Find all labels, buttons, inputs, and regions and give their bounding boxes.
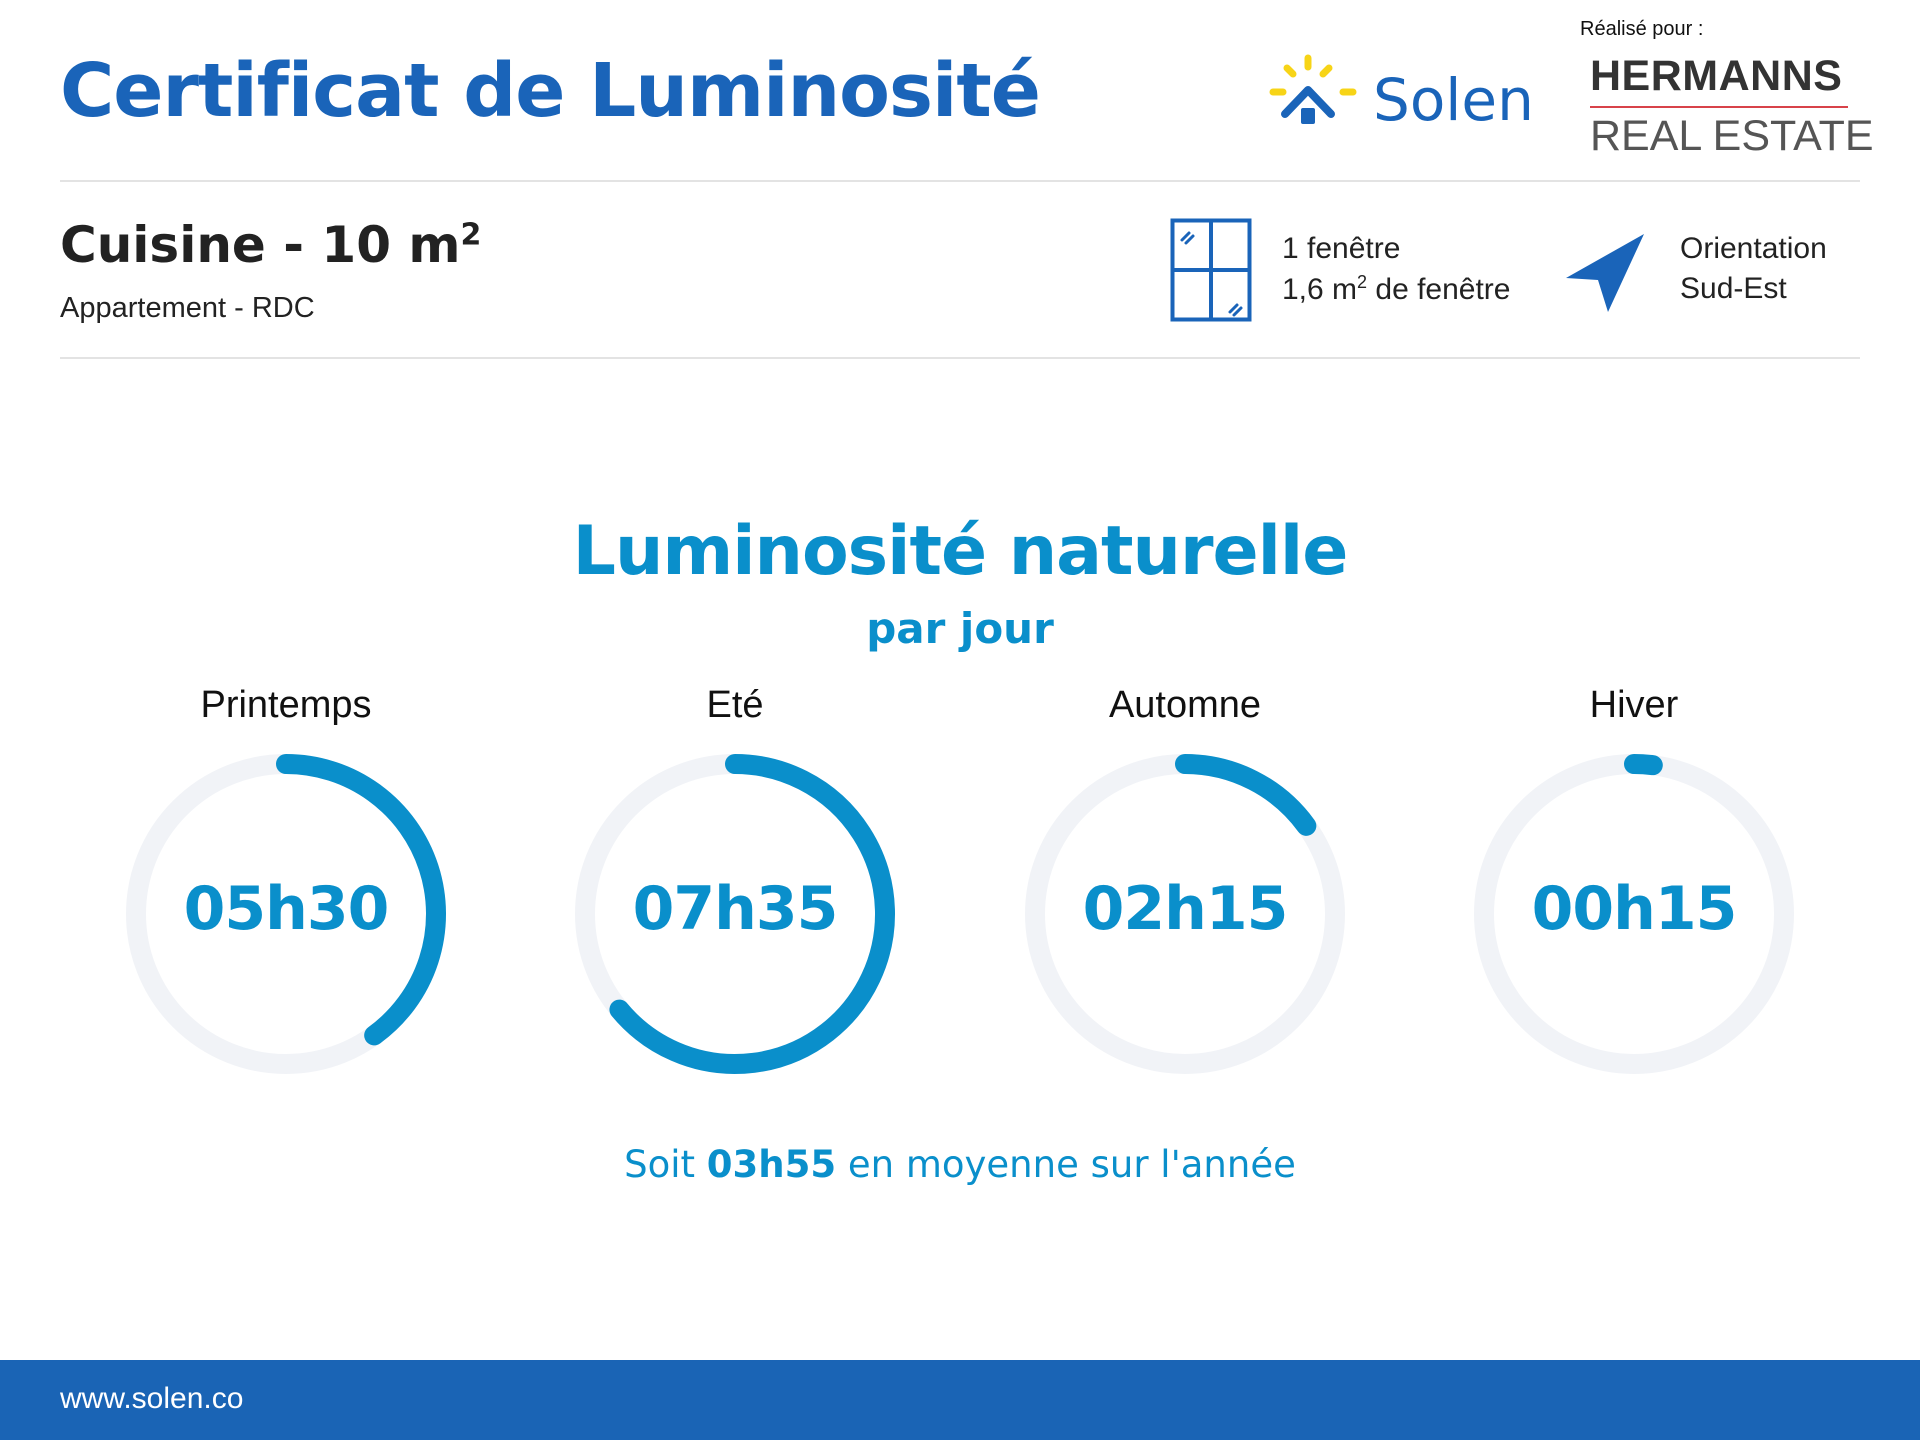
room-name: Cuisine - 10 $m^2$ [60,216,482,274]
gauge-ete [565,684,905,1084]
logo-wordmark: Solen [1373,66,1534,134]
room-subtitle: Appartement - RDC [60,292,315,324]
gauge-progress-arc [1185,764,1306,826]
yearly-average: Soit 03h55 en moyenne sur l'année [624,1143,1296,1186]
gauge-label: Automne [1108,684,1262,726]
gauge-label: Eté [706,684,764,726]
gauge-value: 05h30 [183,874,389,944]
footer-website-link[interactable]: www.solen.co [60,1382,244,1415]
gauge-label: Printemps [200,684,372,726]
gauge-value: 07h35 [632,874,838,944]
orientation-label: Orientation [1680,232,1827,265]
sun-house-icon [1265,50,1365,140]
gauge-printemps [116,684,456,1084]
solen-logo [1265,50,1565,140]
client-logo-line2: REAL ESTATE [1590,112,1874,160]
section-title: Luminosité naturelle [572,512,1348,591]
client-logo-rule [1590,106,1848,108]
info-divider [60,357,1860,359]
gauge-automne [1015,684,1355,1084]
client-logo-line1: HERMANNS [1590,52,1843,100]
navigation-arrow-icon [1562,230,1648,316]
footer [0,1360,1920,1440]
gauge-hiver [1464,684,1804,1084]
window-icon [1170,218,1252,322]
gauge-progress-arc [1634,764,1653,765]
gauge-value: 00h15 [1531,874,1737,944]
room-area-exponent: 2 [460,217,482,253]
page-title: Certificat de Luminosité [60,48,1040,134]
header-divider [60,180,1860,182]
made-for-label: Réalisé pour : [1580,18,1704,40]
gauge-label: Hiver [1589,684,1679,726]
gauge-value: 02h15 [1082,874,1288,944]
window-area: 1,6 $m^2$ de fenêtre [1282,272,1511,306]
yearly-average-value: 03h55 [706,1143,837,1186]
section-subtitle: par jour [866,604,1054,653]
orientation-value: Sud-Est [1680,272,1787,305]
window-count: 1 fenêtre [1282,232,1401,265]
